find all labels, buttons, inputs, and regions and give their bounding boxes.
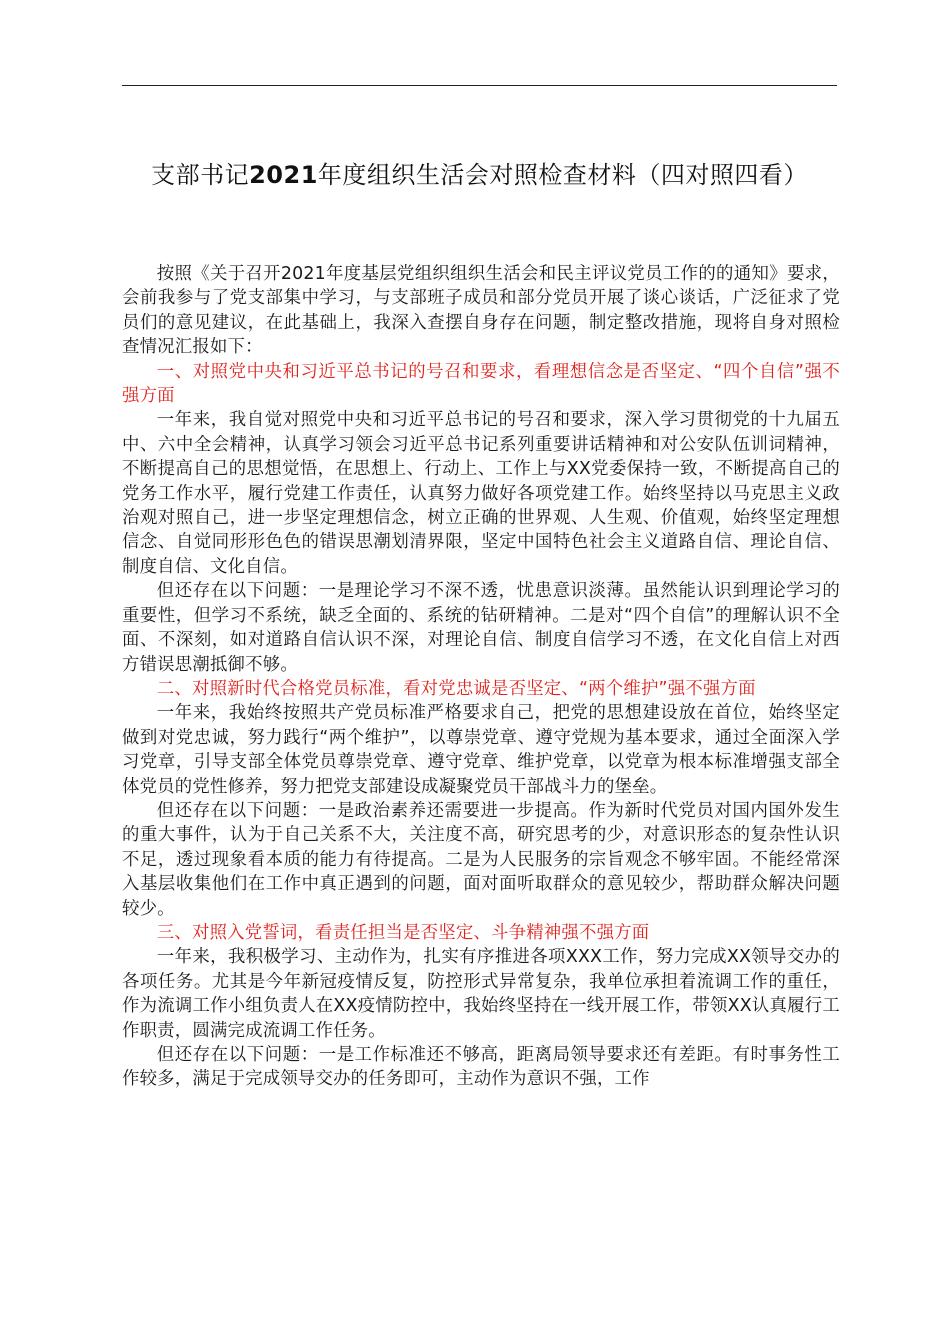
document-body bbox=[122, 262, 840, 1092]
section-heading-3: 三、对照入党誓词，看责任担当是否坚定、斗争精神强不强方面 bbox=[156, 922, 650, 943]
title-suffix: 年度组织生活会对照检查材料（四对照四看） bbox=[317, 161, 808, 189]
body-paragraph: 但还存在以下问题：一是政治素养还需要进一步提高。作为新时代党员对国内国外发生的重大事件，认为于自己关系不大，关注度不高，研究思考的少，对意识形态的复杂性认识不足，透过现象看本质的能力有待提高。二是为人民服务的宗旨观念不够牢固。不能经常深入基层收集他们在工作中真正遇到的问题，面对面听取群众的意见较少，帮助群众解决问题较少。 bbox=[122, 800, 840, 919]
body-paragraph: 一年来，我自觉对照党中央和习近平总书记的号召和要求，深入学习贯彻党的十九届五中、六中全会精神，认真学习领会习近平总书记系列重要讲话精神和对公安队伍训词精神，不断提高自己的思想觉悟，在思想上、行动上、工作上与XX党委保持一致，不断提高自己的党务工作水平，履行党建工作责任，认真努力做好各项党建工作。始终坚持以马克思主义政治观对照自己，进一步坚定理想信念，树立正确的世界观、人生观、价值观，始终坚定理想信念、自觉同形形色色的错误思潮划清界限，坚定中国特色社会主义道路自信、理论自信、制度自信、文化自信。 bbox=[122, 410, 840, 577]
section-heading-2: 二、对照新时代合格党员标准，看对党忠诚是否坚定、“两个维护”强不强方面 bbox=[156, 678, 756, 699]
body-paragraph: 一年来，我积极学习、主动作为，扎实有序推进各项XXX工作，努力完成XX领导交办的各项任务。尤其是今年新冠疫情反复，防控形式异常复杂，我单位承担着流调工作的重任，作为流调工作小组负责人在XX疫情防控中，我始终坚持在一线开展工作，带领XX认真履行工作职责，圆满完成流调工作任务。 bbox=[122, 947, 840, 1041]
title-year: 2021 bbox=[249, 161, 318, 189]
body-paragraph: 但还存在以下问题：一是理论学习不深不透，忧患意识淡薄。虽然能认识到理论学习的重要性，但学习不系统，缺乏全面的、系统的钻研精神。二是对“四个自信”的理解认识不全面、不深刻，如对道路自信认识不深，对理论自信、制度自信学习不透，在文化自信上对西方错误思潮抵御不够。 bbox=[122, 581, 840, 675]
body-paragraph: 但还存在以下问题：一是工作标准还不够高，距离局领导要求还有差距。有时事务性工作较多，满足于完成领导交办的任务即可，主动作为意识不强，工作 bbox=[122, 1045, 840, 1090]
document-title bbox=[122, 150, 837, 200]
intro-paragraph: 按照《关于召开2021年度基层党组织组织生活会和民主评议党员工作的的通知》要求，会前我参与了党支部集中学习，与支部班子成员和部分党员开展了谈心谈话，广泛征求了党员们的意见建议，在此基础上，我深入查摆自身存在问题，制定整改措施，现将自身对照检查情况汇报如下： bbox=[122, 264, 840, 358]
title-prefix: 支部书记 bbox=[151, 161, 250, 189]
body-paragraph: 一年来，我始终按照共产党员标准严格要求自己，把党的思想建设放在首位，始终坚定做到对党忠诚，努力践行“两个维护”，以尊崇党章、遵守党规为基本要求，通过全面深入学习党章，引导支部全体党员尊崇党章、遵守党章、维护党章，以党章为根本标准增强支部全体党员的党性修养，努力把党支部建设成凝聚党员干部战斗力的堡垒。 bbox=[122, 703, 840, 797]
header-rule bbox=[122, 85, 837, 86]
section-heading-1: 一、对照党中央和习近平总书记的号召和要求，看理想信念是否坚定、“四个自信”强不强方面 bbox=[122, 361, 840, 407]
